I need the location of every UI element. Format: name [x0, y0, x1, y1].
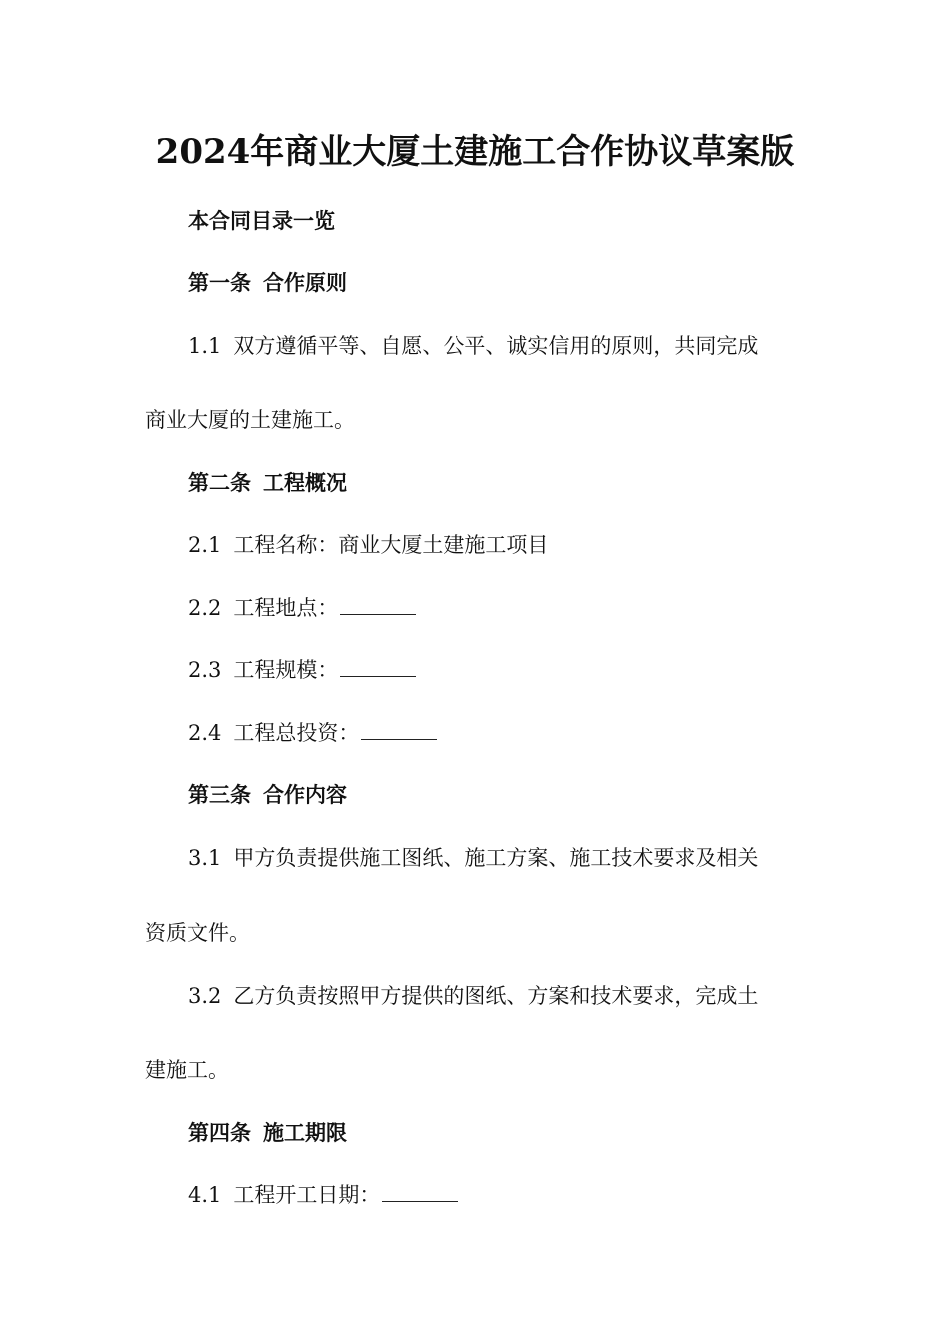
article-3-number: 第三条 [188, 782, 251, 807]
article-1-heading [188, 268, 347, 298]
clause-2-2-text: 工程地点： [233, 596, 339, 620]
clause-2-1-number: 2.1 [188, 533, 222, 557]
fill-in-blank [361, 721, 437, 740]
article-1-number: 第一条 [188, 270, 251, 295]
article-3-title: 合作内容 [263, 782, 347, 807]
clause-3-2 [188, 981, 758, 1011]
clause-2-4-text: 工程总投资： [233, 721, 360, 745]
article-4-heading [188, 1118, 347, 1148]
clause-1-1-text: 双方遵循平等、自愿、公平、诚实信用的原则，共同完成 [233, 334, 759, 358]
fill-in-blank [340, 596, 416, 615]
clause-4-1-text: 工程开工日期： [233, 1183, 381, 1207]
article-3-heading [188, 780, 347, 810]
clause-2-4 [188, 718, 437, 748]
clause-3-1-continuation: 资质文件。 [145, 921, 250, 945]
article-2-number: 第二条 [188, 470, 251, 495]
clause-3-2-number: 3.2 [188, 984, 222, 1008]
fill-in-blank [382, 1183, 458, 1202]
clause-3-1-text: 甲方负责提供施工图纸、施工方案、施工技术要求及相关 [233, 846, 759, 870]
article-2-heading [188, 468, 347, 498]
clause-1-1-continuation: 商业大厦的土建施工。 [145, 408, 355, 432]
clause-2-2-number: 2.2 [188, 596, 222, 620]
clause-2-1-text: 工程名称：商业大厦土建施工项目 [233, 533, 549, 557]
article-4-number: 第四条 [188, 1120, 251, 1145]
article-1-title: 合作原则 [263, 270, 347, 295]
clause-2-3 [188, 655, 416, 685]
article-4-title: 施工期限 [263, 1120, 347, 1145]
clause-1-1 [188, 331, 758, 361]
fill-in-blank [340, 658, 416, 677]
clause-2-3-number: 2.3 [188, 658, 222, 682]
toc-heading: 本合同目录一览 [188, 208, 335, 233]
clause-3-1-number: 3.1 [188, 846, 222, 870]
clause-3-1 [188, 843, 758, 873]
clause-3-2-continuation: 建施工。 [145, 1058, 229, 1082]
article-2-title: 工程概况 [263, 470, 347, 495]
document-title: 2024年商业大厦土建施工合作协议草案版 [155, 132, 795, 172]
clause-2-2 [188, 593, 416, 623]
clause-1-1-number: 1.1 [188, 334, 222, 358]
clause-2-1 [188, 530, 548, 560]
clause-2-4-number: 2.4 [188, 721, 222, 745]
clause-4-1 [188, 1180, 458, 1210]
clause-2-3-text: 工程规模： [233, 658, 339, 682]
clause-4-1-number: 4.1 [188, 1183, 222, 1207]
clause-3-2-text: 乙方负责按照甲方提供的图纸、方案和技术要求，完成土 [233, 984, 759, 1008]
